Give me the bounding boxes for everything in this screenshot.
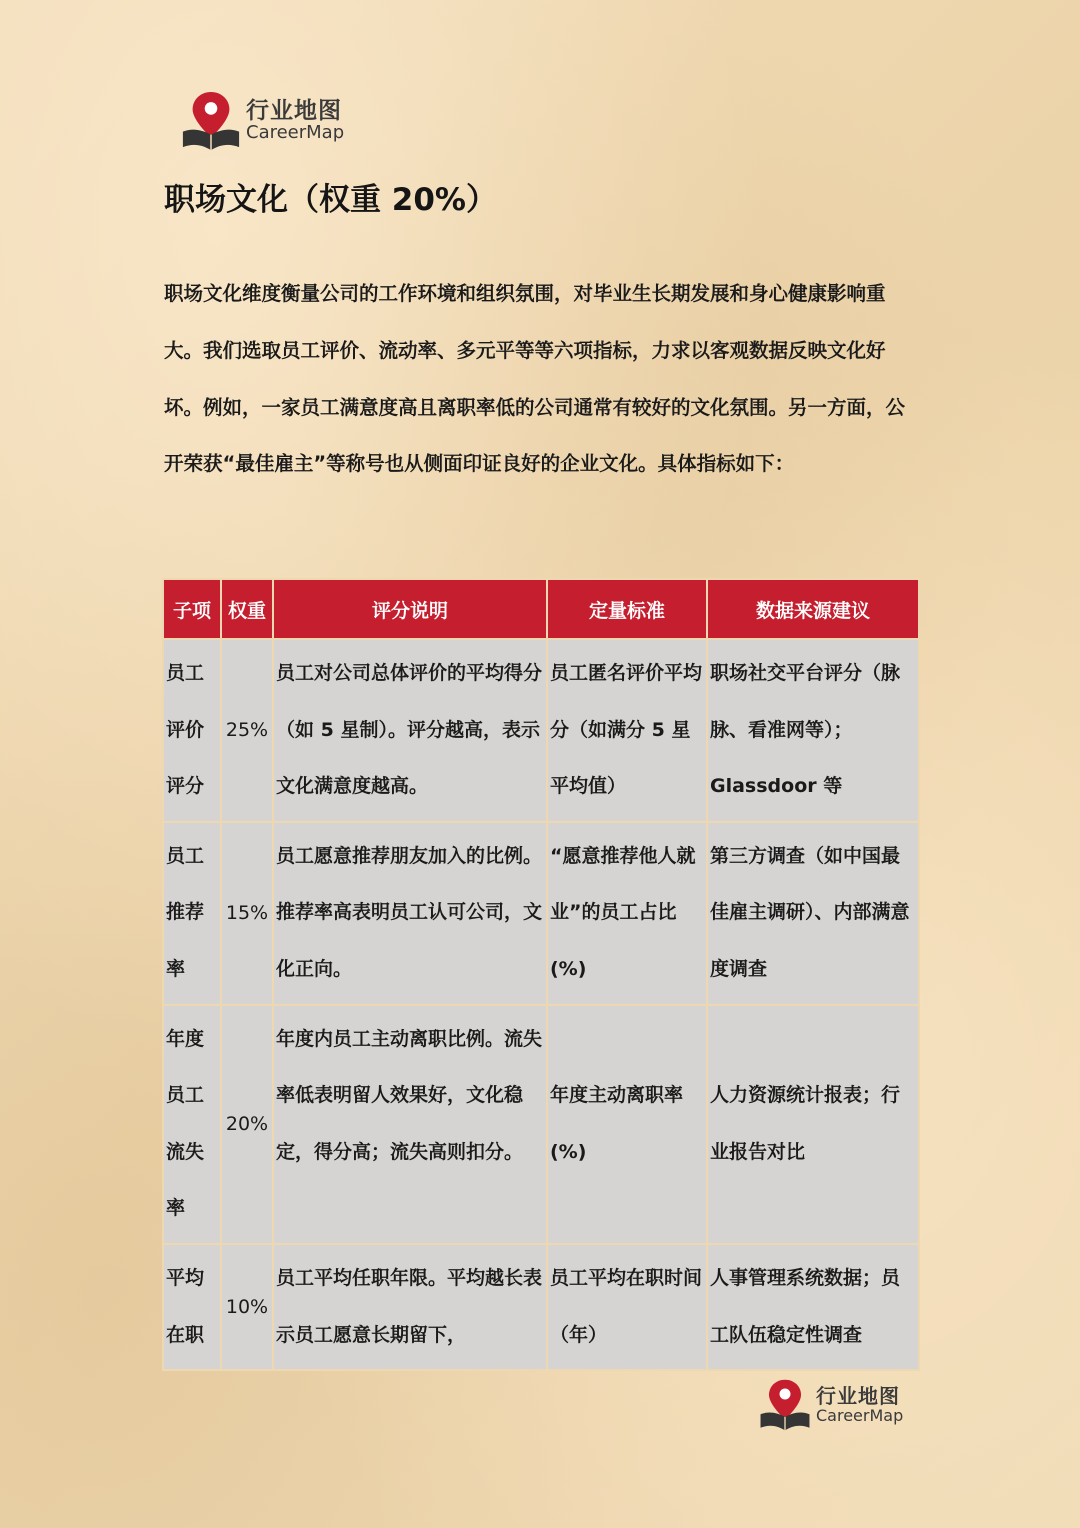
table-row bbox=[163, 1244, 919, 1370]
cell-source: 职场社交平台评分（脉脉、看准网等）；Glassdoor 等 bbox=[707, 639, 919, 822]
logo-name-en: CareerMap bbox=[816, 1405, 904, 1425]
careermap-logo-footer bbox=[758, 1376, 903, 1434]
table-row bbox=[163, 822, 919, 1005]
cell-item: 员工评价评分 bbox=[163, 639, 221, 822]
cell-description: 年度内员工主动离职比例。流失率低表明留人效果好，文化稳定，得分高；流失高则扣分。 bbox=[273, 1005, 547, 1244]
cell-item: 平均在职 bbox=[163, 1244, 221, 1370]
page-title: 职场文化（权重 20%） bbox=[164, 182, 497, 218]
cell-item: 年度员工流失率 bbox=[163, 1005, 221, 1244]
logo-name-en: CareerMap bbox=[246, 122, 345, 144]
cell-item: 员工推荐率 bbox=[163, 822, 221, 1005]
table-header-row bbox=[163, 579, 919, 639]
cell-standard: 年度主动离职率(%) bbox=[547, 1005, 707, 1244]
culture-metrics-table bbox=[162, 578, 920, 1371]
intro-paragraph: 职场文化维度衡量公司的工作环境和组织氛围，对毕业生长期发展和身心健康影响重大。我们选取员工评价、流动率、多元平等等六项指标，力求以客观数据反映文化好坏。例如，一家员工满意度高且离职率低的公司通常有较好的文化氛围。另一方面，公开荣获“最佳雇主”等称号也从侧面印证良好的企业文化。具体指标如下： bbox=[164, 282, 906, 476]
cell-description: 员工对公司总体评价的平均得分（如 5 星制）。评分越高，表示文化满意度越高。 bbox=[273, 639, 547, 822]
cell-source: 人力资源统计报表；行业报告对比 bbox=[707, 1005, 919, 1244]
logo-name-cn: 行业地图 bbox=[246, 98, 342, 125]
logo-name-cn: 行业地图 bbox=[816, 1383, 900, 1408]
careermap-logo bbox=[180, 88, 344, 154]
cell-source: 人事管理系统数据；员工队伍稳定性调查 bbox=[707, 1244, 919, 1370]
cell-standard: “愿意推荐他人就业”的员工占比(%) bbox=[547, 822, 707, 1005]
cell-standard: 员工匿名评价平均分（如满分 5 星平均值） bbox=[547, 639, 707, 822]
map-pin-book-icon bbox=[180, 88, 242, 154]
cell-weight: 25% bbox=[221, 639, 273, 822]
header-weight: 权重 bbox=[221, 579, 273, 639]
table-row bbox=[163, 1005, 919, 1244]
header-source: 数据来源建议 bbox=[707, 579, 919, 639]
cell-description: 员工愿意推荐朋友加入的比例。推荐率高表明员工认可公司，文化正向。 bbox=[273, 822, 547, 1005]
cell-standard: 员工平均在职时间（年） bbox=[547, 1244, 707, 1370]
cell-description: 员工平均任职年限。平均越长表示员工愿意长期留下， bbox=[273, 1244, 547, 1370]
cell-weight: 20% bbox=[221, 1005, 273, 1244]
cell-source: 第三方调查（如中国最佳雇主调研）、内部满意度调查 bbox=[707, 822, 919, 1005]
map-pin-book-icon bbox=[758, 1376, 812, 1434]
header-standard: 定量标准 bbox=[547, 579, 707, 639]
cell-weight: 15% bbox=[221, 822, 273, 1005]
table-row bbox=[163, 639, 919, 822]
header-description: 评分说明 bbox=[273, 579, 547, 639]
cell-weight: 10% bbox=[221, 1244, 273, 1370]
header-item: 子项 bbox=[163, 579, 221, 639]
